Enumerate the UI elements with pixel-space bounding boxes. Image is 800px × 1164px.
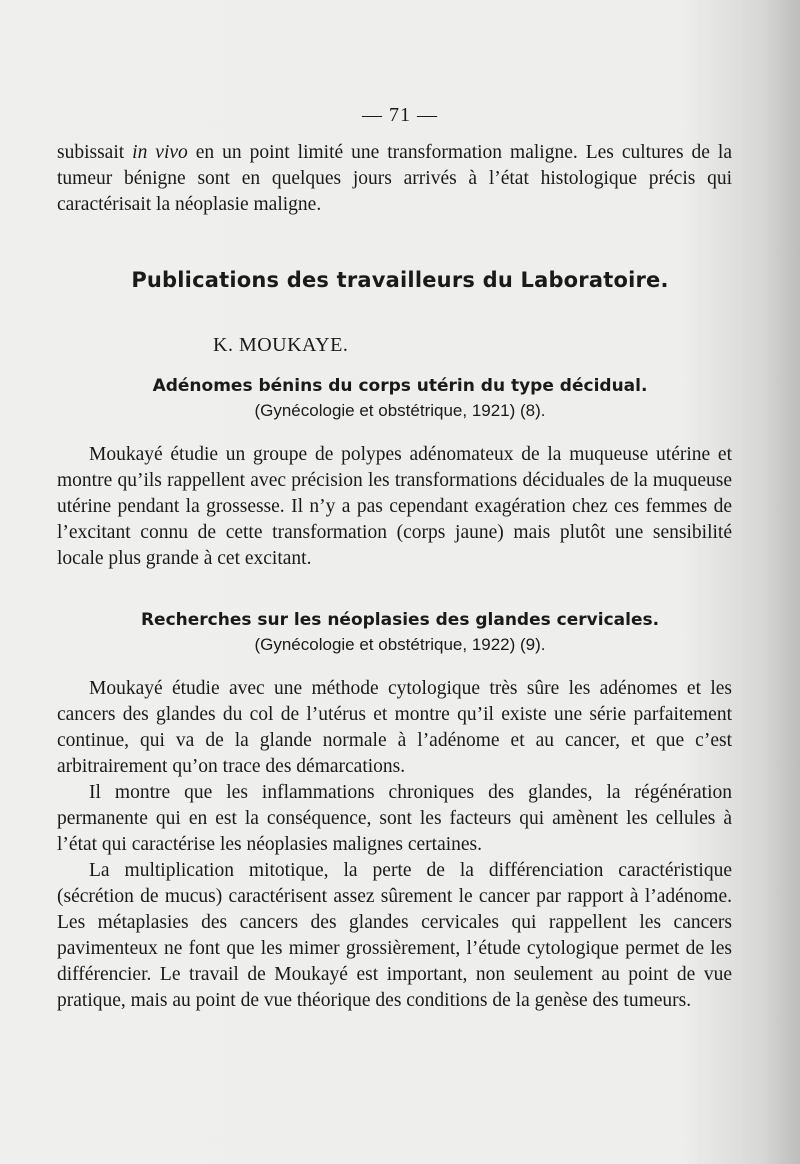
- intro-italic: in vivo: [132, 142, 188, 163]
- article1-citation: (Gynécologie et obstétrique, 1921) (8).: [254, 401, 546, 420]
- article2-paragraph-3: La multiplication mitotique, la perte de la différenciation caractéristique (sécrétion de mucus) caractérisent assez sûrement le cancer par rapport à l’adénome. Les métaplasies des cancers des glandes cervicales qui rappellent les cancers pavimenteux ne font que les mimer grossièrement, l’étude cytologique permet de les différencier. Le travail de Moukayé est important, non seulement au point de vue pratique, mais au point de vue théorique des conditions de la genèse des tumeurs.: [57, 860, 732, 1011]
- intro-text-start: subissait: [57, 142, 133, 163]
- article1-body: [57, 442, 732, 572]
- intro-paragraph: [57, 140, 732, 218]
- article1-paragraph: Moukayé étudie un groupe de polypes adénomateux de la muqueuse utérine et montre qu’ils rappellent avec précision les transformations déciduales de la muqueuse utérine pendant la grossesse. Il n’y a pas cependant exagération chez ces femmes de l’excitant connu de cette transformation (corps jaune) mais plutôt une sensibilité locale plus grande à cet excitant.: [57, 444, 732, 569]
- article2-title: Recherches sur les néoplasies des glandes cervicales.: [140, 610, 660, 630]
- intro-text-end: en un point limité une transformation maligne. Les cultures de la tumeur bénigne sont en quelques jours arrivés à l’état histologique précis qui caractérisait la néoplasie maligne.: [57, 142, 732, 215]
- article1-title: Adénomes bénins du corps utérin du type décidual.: [152, 376, 648, 396]
- article2-paragraph-2: Il montre que les inflammations chroniques des glandes, la régénération permanente qui en est la conséquence, sont les facteurs qui amènent les cellules à l’état qui caractérise les néoplasies malignes certaines.: [57, 782, 732, 855]
- section-title: Publications des travailleurs du Laboratoire.: [131, 268, 669, 292]
- article2-citation: (Gynécologie et obstétrique, 1922) (9).: [254, 635, 546, 654]
- author-name: K. MOUKAYE.: [213, 334, 349, 356]
- article2-paragraph-1: Moukayé étudie avec une méthode cytologique très sûre les adénomes et les cancers des glandes du col de l’utérus et montre qu’il existe une série parfaitement continue, qui va de la glande normale à l’adénome et au cancer, et que c’est arbitrairement qu’on trace des démarcations.: [57, 678, 732, 777]
- article2-body: [57, 676, 732, 1014]
- page-number: — 71 —: [362, 104, 438, 126]
